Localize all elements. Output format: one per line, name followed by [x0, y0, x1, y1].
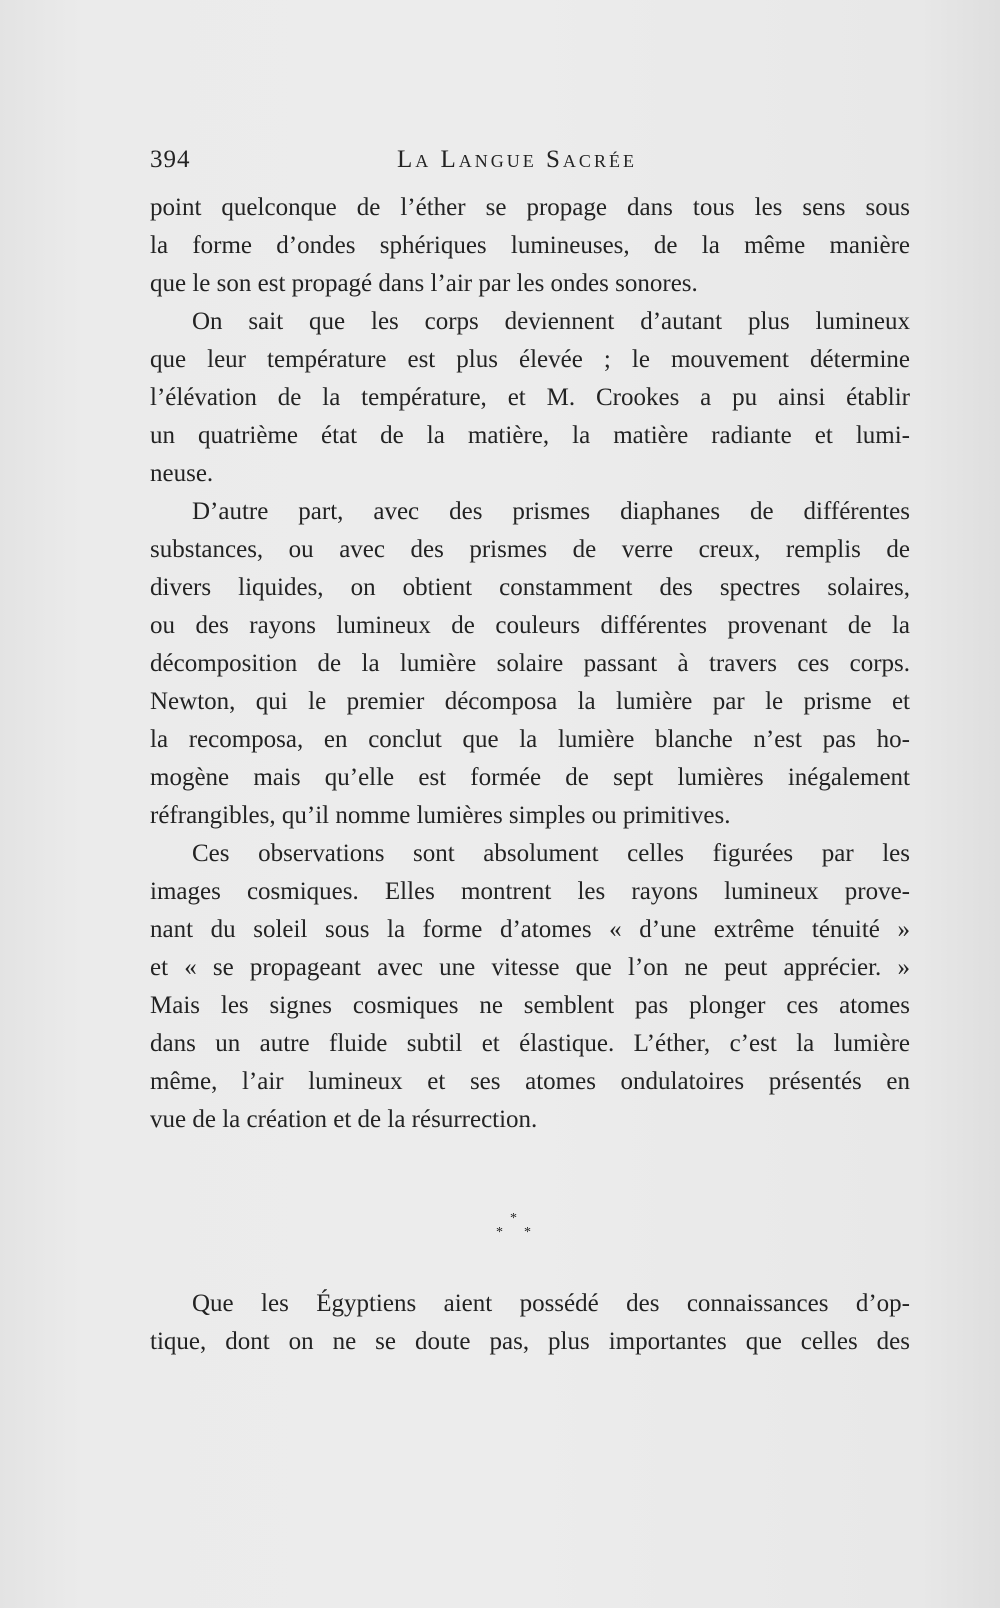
text-line: que le son est propagé dans l’air par les ondes sonores.: [150, 270, 698, 297]
text-line: Mais les signes cosmiques ne semblent pas plonger ces atomes: [150, 992, 910, 1019]
page-header: [150, 146, 690, 180]
text-line: décomposition de la lumière solaire passant à travers ces corps.: [150, 650, 910, 677]
text-line: et « se propageant avec une vitesse que l’on ne peut apprécier. »: [150, 954, 910, 981]
text-line: réfrangibles, qu’il nomme lumières simples ou primitives.: [150, 802, 731, 829]
running-title: La Langue Sacrée: [397, 146, 637, 173]
asterism-star: *: [524, 1225, 531, 1240]
text-line: que leur température est plus élevée ; le mouvement détermine: [150, 346, 910, 373]
text-line: ou des rayons lumineux de couleurs différentes provenant de la: [150, 612, 910, 639]
text-line: vue de la création et de la résurrection.: [150, 1106, 538, 1133]
text-line: un quatrième état de la matière, la matière radiante et lumi-: [150, 422, 910, 449]
asterism-star: *: [510, 1211, 517, 1226]
page-number: 394: [150, 146, 191, 173]
text-line: la forme d’ondes sphériques lumineuses, de la même manière: [150, 232, 910, 259]
text-line: la recomposa, en conclut que la lumière blanche n’est pas ho-: [150, 726, 910, 753]
section-asterism: [496, 1212, 536, 1252]
text-line: nant du soleil sous la forme d’atomes « d’une extrême ténuité »: [150, 916, 910, 943]
text-line: Que les Égyptiens aient possédé des connaissances d’op-: [192, 1290, 910, 1317]
text-line: point quelconque de l’éther se propage dans tous les sens sous: [150, 194, 910, 221]
asterism-star: *: [496, 1225, 503, 1240]
text-line: Ces observations sont absolument celles figurées par les: [192, 840, 910, 867]
text-line: l’élévation de la température, et M. Crookes a pu ainsi établir: [150, 384, 910, 411]
text-line: On sait que les corps deviennent d’autant plus lumineux: [192, 308, 910, 335]
text-line: images cosmiques. Elles montrent les rayons lumineux prove-: [150, 878, 910, 905]
text-line: divers liquides, on obtient constamment des spectres solaires,: [150, 574, 910, 601]
text-line: même, l’air lumineux et ses atomes ondulatoires présentés en: [150, 1068, 910, 1095]
text-line: mogène mais qu’elle est formée de sept lumières inégalement: [150, 764, 910, 791]
text-line: substances, ou avec des prismes de verre creux, remplis de: [150, 536, 910, 563]
text-line: dans un autre fluide subtil et élastique. L’éther, c’est la lumière: [150, 1030, 910, 1057]
text-line: neuse.: [150, 460, 214, 487]
text-line: D’autre part, avec des prismes diaphanes de différentes: [192, 498, 910, 525]
text-line: tique, dont on ne se doute pas, plus importantes que celles des: [150, 1328, 910, 1355]
text-line: Newton, qui le premier décomposa la lumière par le prisme et: [150, 688, 910, 715]
text-block-main: [150, 189, 910, 1139]
text-block-next-section: [150, 1285, 910, 1361]
